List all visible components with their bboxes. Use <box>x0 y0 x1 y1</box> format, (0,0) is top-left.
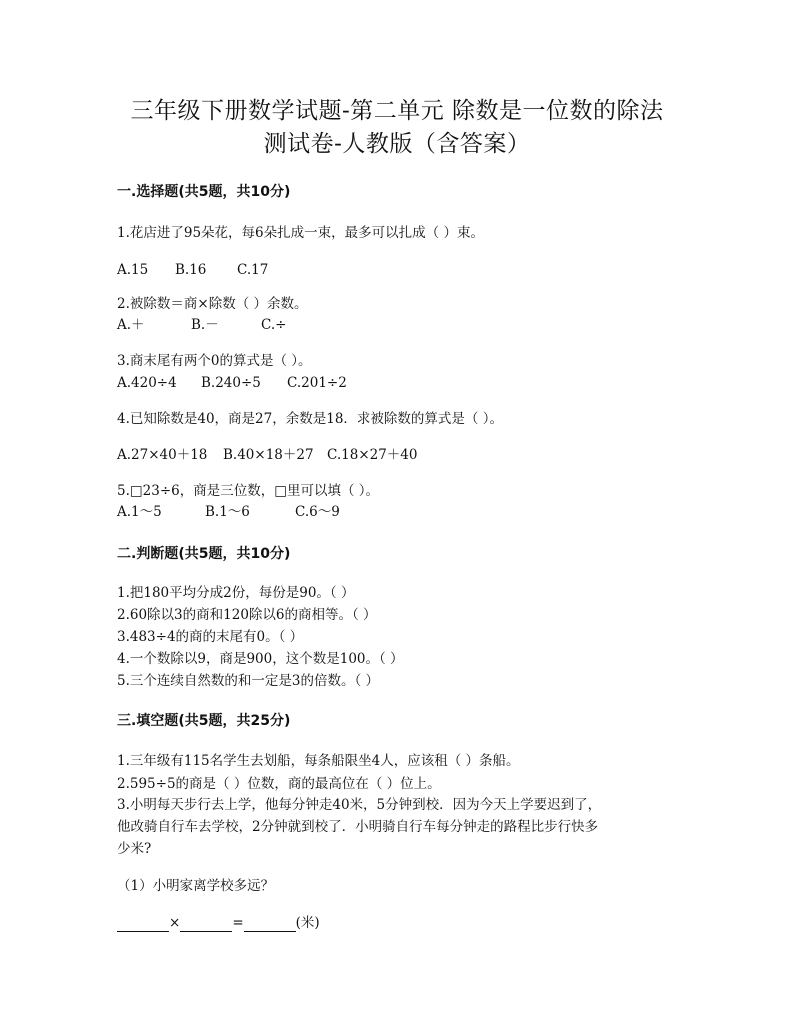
option-b: B.1～6 <box>205 504 250 520</box>
judgment-item: 2.60除以3的商和120除以6的商相等。（ ） <box>117 607 377 623</box>
question-2-options <box>117 316 286 334</box>
option-a: A.420÷4 <box>117 375 177 391</box>
question-4: 4.已知除数是40，商是27，余数是18．求被除数的算式是（ ）。 <box>117 411 503 427</box>
section-heading-judgment: 二.判断题(共5题，共10分) <box>117 546 291 562</box>
question-1-options <box>117 261 268 279</box>
judgment-item: 5.三个连续自然数的和一定是3的倍数。（ ） <box>117 673 380 689</box>
option-b: B.－ <box>191 317 219 333</box>
question-4-options <box>117 446 418 464</box>
question-2: 2.被除数＝商×除数（ ）余数。 <box>117 296 308 312</box>
fill-item: 少米? <box>117 841 152 857</box>
option-b: B.240÷5 <box>201 375 261 391</box>
unit-label: (米) <box>295 915 320 931</box>
judgment-item: 1.把180平均分成2份，每份是90。（ ） <box>117 585 355 601</box>
judgment-item: 3.483÷4的商的末尾有0。（ ） <box>117 629 304 645</box>
answer-formula <box>117 914 320 932</box>
answer-blank[interactable] <box>117 917 169 932</box>
times-sign: × <box>169 915 181 931</box>
option-c: C.6～9 <box>295 504 340 520</box>
question-5-options <box>117 503 340 521</box>
fill-item: 3.小明每天步行去上学，他每分钟走40米，5分钟到校．因为今天上学要迟到了， <box>117 797 602 813</box>
fill-item: 他改骑自行车去学校，2分钟就到校了．小明骑自行车每分钟走的路程比步行快多 <box>117 819 599 835</box>
option-a: A.＋ <box>117 317 145 333</box>
fill-item: 2.595÷5的商是（ ）位数，商的最高位在（ ）位上。 <box>117 776 441 792</box>
title-line-1: 三年级下册数学试题-第二单元 除数是一位数的除法 <box>130 98 664 124</box>
option-c: C.201÷2 <box>287 375 347 391</box>
sub-question-1: （1）小明家离学校多远？ <box>117 878 275 894</box>
section-heading-fill: 三.填空题(共5题，共25分) <box>117 713 291 729</box>
judgment-item: 4.一个数除以9，商是900，这个数是100。（ ） <box>117 651 404 667</box>
option-c: C.17 <box>237 262 269 278</box>
fill-item: 1.三年级有115名学生去划船，每条船限坐4人，应该租（ ）条船。 <box>117 753 520 769</box>
question-3: 3.商末尾有两个0的算式是（ ）。 <box>117 353 312 369</box>
question-5: 5.□23÷6，商是三位数，□里可以填（ ）。 <box>117 483 380 499</box>
title-line-2: 测试卷-人教版（含答案） <box>263 131 531 157</box>
question-1: 1.花店进了95朵花，每6朵扎成一束，最多可以扎成（ ）束。 <box>117 225 484 241</box>
answer-blank[interactable] <box>180 917 232 932</box>
answer-blank[interactable] <box>244 917 296 932</box>
option-a: A.15 <box>117 262 149 278</box>
option-c: C.÷ <box>261 317 287 333</box>
question-3-options <box>117 374 347 392</box>
option-a: A.1～5 <box>117 504 162 520</box>
option-b: B.16 <box>175 262 207 278</box>
equals-sign: = <box>232 915 244 931</box>
option-c: C.18×27＋40 <box>327 447 418 463</box>
section-heading-choice: 一.选择题(共5题，共10分) <box>117 184 291 200</box>
option-b: B.40×18＋27 <box>223 447 314 463</box>
option-a: A.27×40＋18 <box>117 447 208 463</box>
